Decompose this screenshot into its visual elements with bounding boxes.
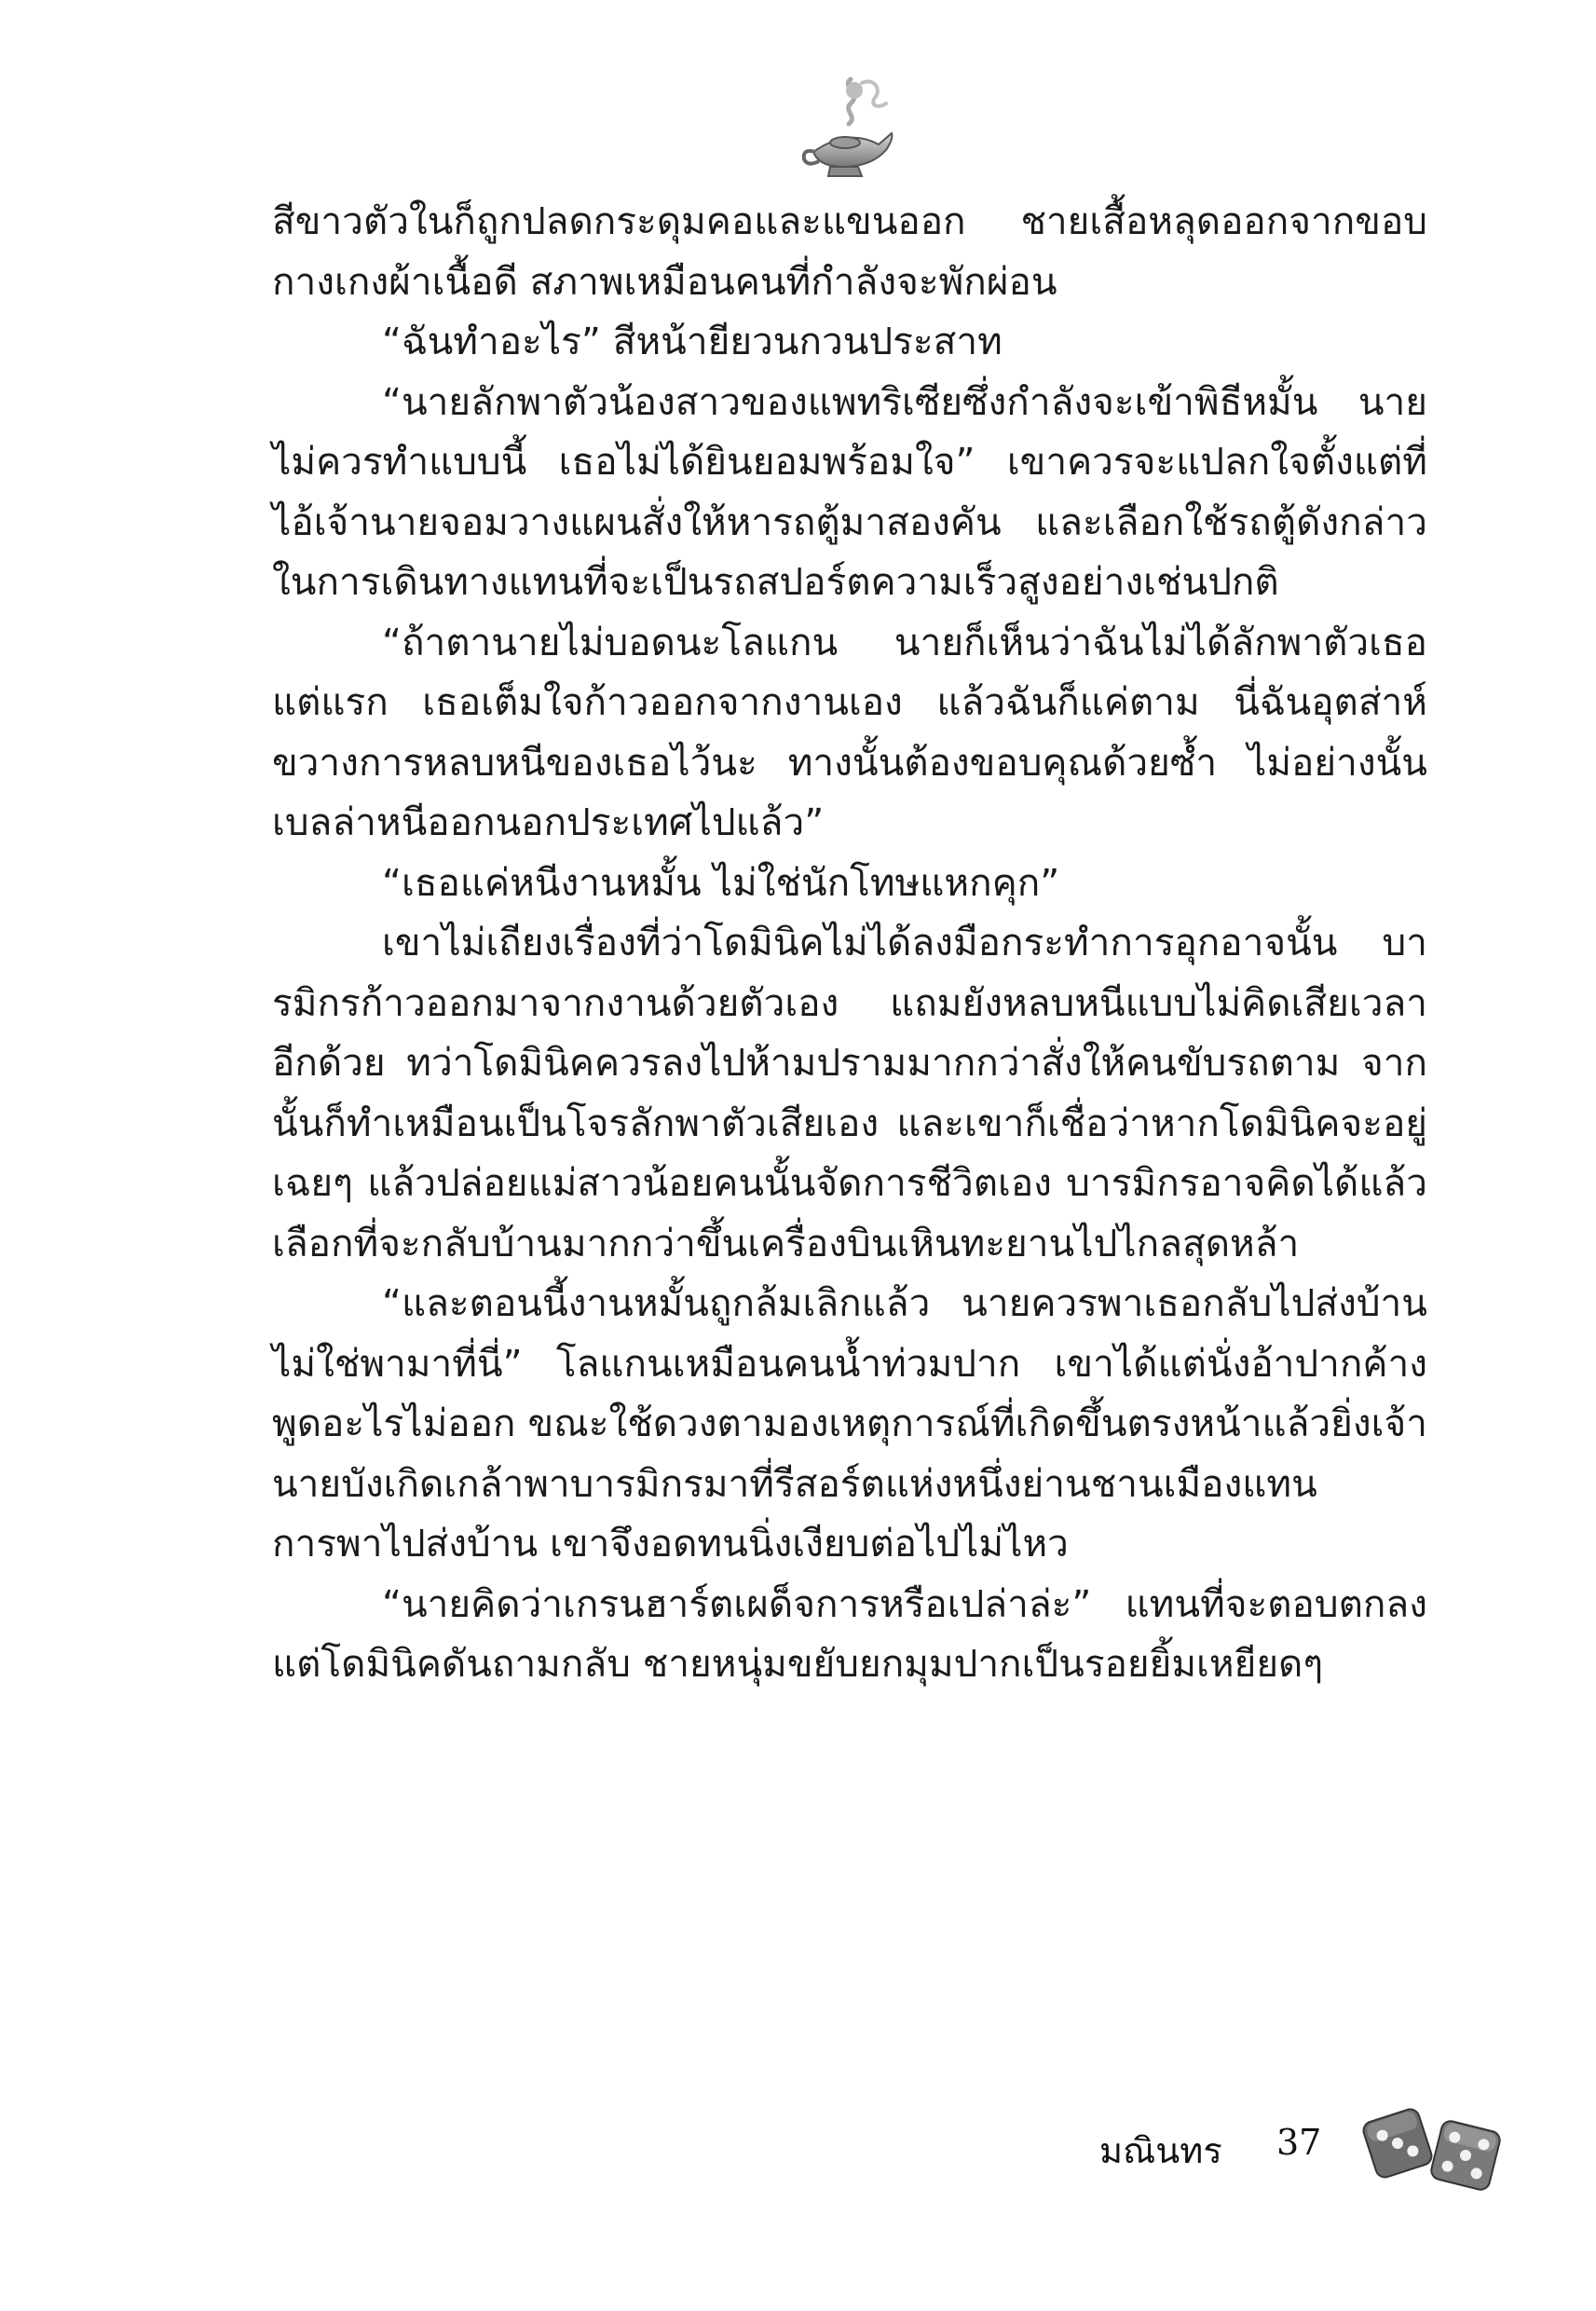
dice-icon [1356,2101,1509,2195]
paragraph: “เธอแค่หนีงานหมั้น ไม่ใช่นักโทษแหกคุก” [382,859,1060,905]
paragraph: “ฉันทำอะไร” สีหน้ายียวนกวนประสาท [382,319,1003,363]
genie-lamp-icon [797,70,899,182]
paragraph: “นายลักพาตัวน้องสาวของแพทริเซียซึ่งกำลังจะเข้าพิธีหมั้น นายไม่ควรทำแบบนี้ เธอไม่ได้ยินยอมพร้อมใจ” เขาควรจะแปลกใจตั้งแต่ที่ไอ้เจ้านายจอมวางแผนสั่งให้หารถตู้มาสองคัน และเลือกใช้รถตู้ดังกล่าวในการเดินทางแทนที่จะเป็นรถสปอร์ตความเร็วสูงอย่างเช่นปกติ [272,378,1427,604]
body-text [272,191,1427,1694]
paragraph: สีขาวตัวในก็ถูกปลดกระดุมคอและแขนออก ชายเสื้อหลุดออกจากขอบกางเกงผ้าเนื้อดี สภาพเหมือนคนที่กำลังจะพักผ่อน [272,198,1427,304]
running-title: มณินทร [1099,2130,1222,2171]
page-footer [1099,2101,1509,2195]
paragraph: เขาไม่เถียงเรื่องที่ว่าโดมินิคไม่ได้ลงมือกระทำการอุกอาจนั้น บารมิกรก้าวออกมาจากงานด้วยตัวเอง แถมยังหลบหนีแบบไม่คิดเสียเวลาอีกด้วย ทว่าโดมินิคควรลงไปห้ามปรามมากกว่าสั่งให้คนขับรถตาม จากนั้นก็ทำเหมือนเป็นโจรลักพาตัวเสียเอง และเขาก็เชื่อว่าหากโดมินิคจะอยู่เฉยๆ แล้วปล่อยแม่สาวน้อยคนนั้นจัดการชีวิตเอง บารมิกรอาจคิดได้แล้วเลือกที่จะกลับบ้านมากกว่าขึ้นเครื่องบินเหินทะยานไปไกลสุดหล้า [272,920,1427,1265]
paragraph: “ถ้าตานายไม่บอดนะโลแกน นายก็เห็นว่าฉันไม่ได้ลักพาตัวเธอแต่แรก เธอเต็มใจก้าวออกจากงานเอง แล้วฉันก็แค่ตาม นี่ฉันอุตส่าห์ขวางการหลบหนีของเธอไว้นะ ทางนั้นต้องขอบคุณด้วยซ้ำ ไม่อย่างนั้นเบลล่าหนีออกนอกประเทศไปแล้ว” [272,619,1427,844]
paragraph: “และตอนนี้งานหมั้นถูกล้มเลิกแล้ว นายควรพาเธอกลับไปส่งบ้าน ไม่ใช่พามาที่นี่” โลแกนเหมือนคนน้ำท่วมปาก เขาได้แต่นั่งอ้าปากค้างพูดอะไรไม่ออก ขณะใช้ดวงตามองเหตุการณ์ที่เกิดขึ้นตรงหน้าแล้วยิ่งเจ้านายบังเกิดเกล้าพาบารมิกรมาที่รีสอร์ตแห่งหนึ่งย่านชานเมืองแทนการพาไปส่งบ้าน เขาจึงอดทนนิ่งเงียบต่อไปไม่ไหว [272,1280,1427,1566]
paragraph: “นายคิดว่าเกรนฮาร์ตเผด็จการหรือเปล่าล่ะ” แทนที่จะตอบตกลงแต่โดมินิคดันถามกลับ ชายหนุ่มขยับยกมุมปากเป็นรอยยิ้มเหยียดๆ [272,1580,1427,1686]
page-number: 37 [1276,2122,1322,2163]
